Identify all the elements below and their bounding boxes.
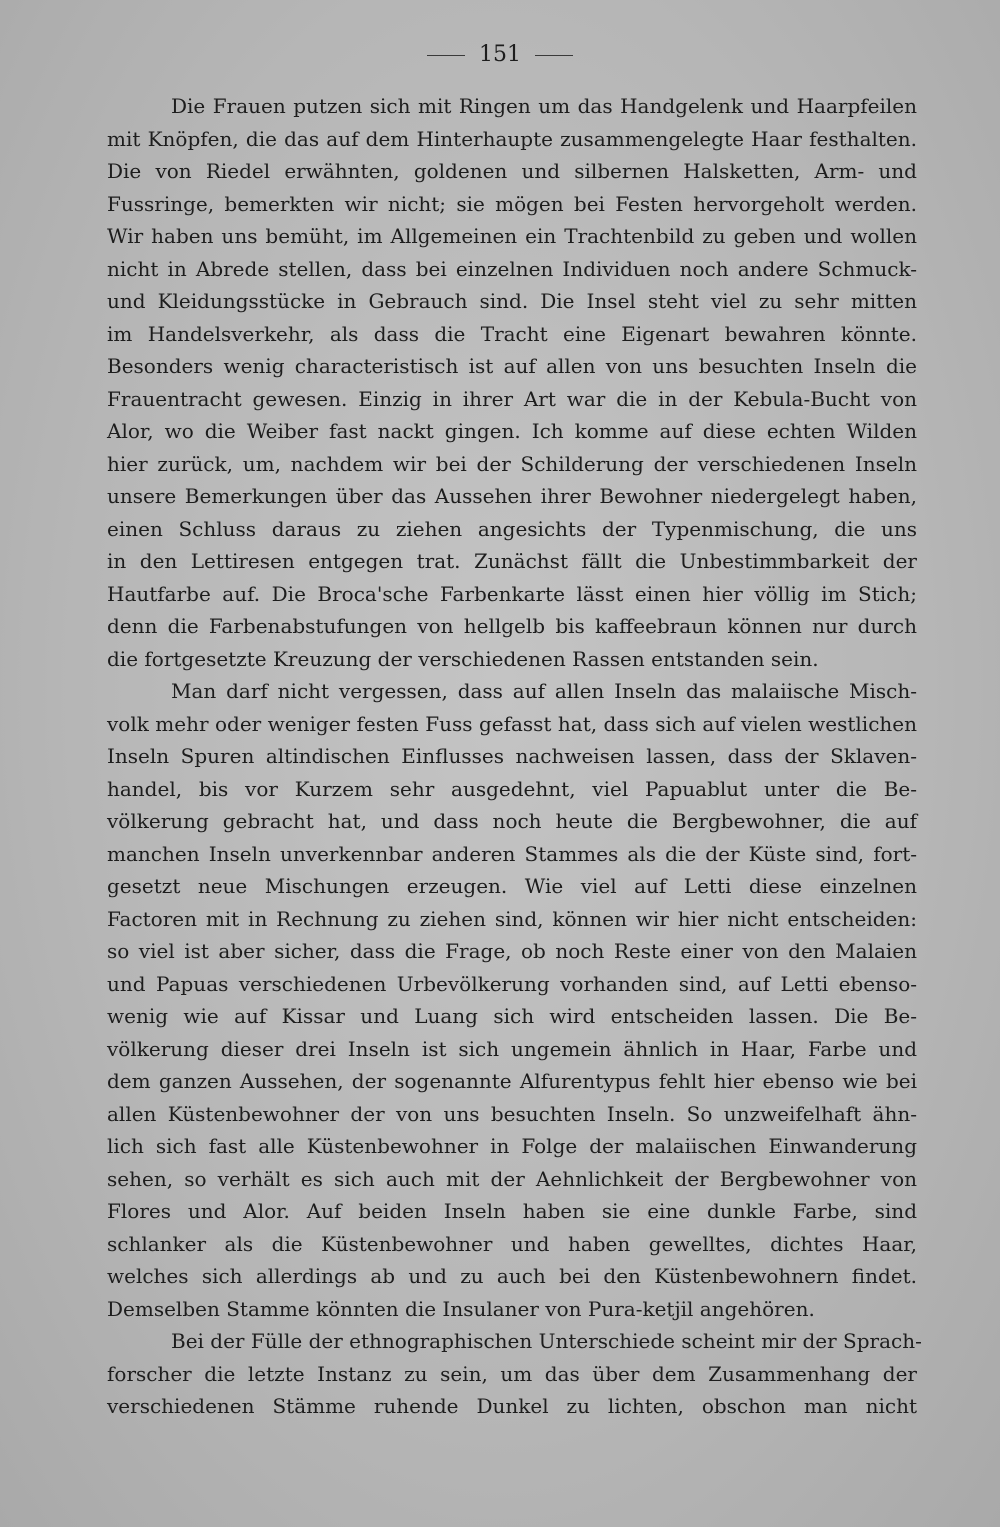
- text-line: Hautfarbe auf. Die Broca'sche Farbenkarte lässt einen hier völlig im Stich;: [107, 581, 917, 606]
- text-line: denn die Farbenabstufungen von hellgelb bis kaffeebraun können nur durch: [107, 614, 917, 638]
- text-line: Die Frauen putzen sich mit Ringen um das Handgelenk und Haarpfeilen: [171, 94, 917, 118]
- left-rule: [427, 55, 465, 56]
- text-line: Bei der Fülle der ethnographischen Unterschiede scheint mir der Sprach-: [171, 1329, 922, 1353]
- paragraph: [107, 675, 917, 1325]
- text-line: die fortgesetzte Kreuzung der verschiedenen Rassen entstanden sein.: [107, 646, 819, 671]
- text-line: und Kleidungsstücke in Gebrauch sind. Die Insel steht viel zu sehr mitten: [107, 289, 917, 313]
- text-line: verschiedenen Stämme ruhende Dunkel zu lichten, obschon man nicht: [107, 1394, 917, 1418]
- page-number: 151: [479, 42, 521, 67]
- paragraph: [107, 1325, 922, 1423]
- text-line: allen Küstenbewohner der von uns besuchten Inseln. So unzweifelhaft ähn-: [107, 1101, 917, 1126]
- body-text: [107, 90, 922, 1423]
- text-line: manchen Inseln unverkennbar anderen Stammes als die der Küste sind, fort-: [107, 841, 917, 866]
- text-line: im Handelsverkehr, als dass die Tracht eine Eigenart bewahren könnte.: [107, 321, 917, 346]
- text-line: Wir haben uns bemüht, im Allgemeinen ein Trachtenbild zu geben und wollen: [107, 224, 917, 248]
- text-line: nicht in Abrede stellen, dass bei einzelnen Individuen noch andere Schmuck-: [107, 256, 917, 281]
- text-line: schlanker als die Küstenbewohner und haben gewelltes, dichtes Haar,: [107, 1231, 917, 1256]
- text-line: so viel ist aber sicher, dass die Frage, ob noch Reste einer von den Malaien: [107, 939, 917, 963]
- text-line: und Papuas verschiedenen Urbevölkerung vorhanden sind, auf Letti ebenso-: [107, 971, 917, 996]
- text-line: Alor, wo die Weiber fast nackt gingen. Ich komme auf diese echten Wilden: [107, 419, 917, 443]
- text-line: sehen, so verhält es sich auch mit der Aehnlichkeit der Bergbewohner von: [107, 1166, 917, 1191]
- text-line: dem ganzen Aussehen, der sogenannte Alfurentypus fehlt hier ebenso wie bei: [107, 1069, 917, 1093]
- text-line: Inseln Spuren altindischen Einflusses nachweisen lassen, dass der Sklaven-: [107, 744, 917, 768]
- text-line: mit Knöpfen, die das auf dem Hinterhaupte zusammengelegte Haar festhalten.: [107, 126, 917, 151]
- text-line: Frauentracht gewesen. Einzig in ihrer Art war die in der Kebula-Bucht von: [107, 386, 917, 411]
- text-line: gesetzt neue Mischungen erzeugen. Wie viel auf Letti diese einzelnen: [107, 874, 917, 898]
- paragraph: [107, 90, 917, 675]
- text-line: unsere Bemerkungen über das Aussehen ihrer Bewohner niedergelegt haben,: [107, 484, 917, 508]
- text-line: welches sich allerdings ab und zu auch bei den Küstenbewohnern findet.: [107, 1264, 917, 1288]
- text-line: Die von Riedel erwähnten, goldenen und silbernen Halsketten, Arm- und: [107, 159, 917, 183]
- text-line: wenig wie auf Kissar und Luang sich wird entscheiden lassen. Die Be-: [107, 1004, 917, 1028]
- text-line: Demselben Stamme könnten die Insulaner von Pura-ketjil angehören.: [107, 1296, 815, 1321]
- text-line: lich sich fast alle Küstenbewohner in Folge der malaiischen Einwanderung: [107, 1134, 917, 1158]
- right-rule: [535, 55, 573, 56]
- text-line: völkerung gebracht hat, und dass noch heute die Bergbewohner, die auf: [107, 809, 917, 833]
- text-line: völkerung dieser drei Inseln ist sich ungemein ähnlich in Haar, Farbe und: [107, 1036, 917, 1061]
- text-line: Factoren mit in Rechnung zu ziehen sind, können wir hier nicht entscheiden:: [107, 906, 917, 931]
- text-line: Flores und Alor. Auf beiden Inseln haben sie eine dunkle Farbe, sind: [107, 1199, 917, 1223]
- page-number-header: [0, 40, 1000, 70]
- text-line: forscher die letzte Instanz zu sein, um das über dem Zusammenhang der: [107, 1361, 917, 1386]
- text-line: handel, bis vor Kurzem sehr ausgedehnt, viel Papuablut unter die Be-: [107, 776, 917, 801]
- text-line: in den Lettiresen entgegen trat. Zunächst fällt die Unbestimmbarkeit der: [107, 549, 917, 573]
- text-line: hier zurück, um, nachdem wir bei der Schilderung der verschiedenen Inseln: [107, 451, 917, 476]
- text-line: Fussringe, bemerkten wir nicht; sie mögen bei Festen hervorgeholt werden.: [107, 191, 917, 216]
- text-line: Man darf nicht vergessen, dass auf allen Inseln das malaiische Misch-: [171, 679, 917, 703]
- text-line: volk mehr oder weniger festen Fuss gefasst hat, dass sich auf vielen westlichen: [107, 711, 917, 736]
- text-line: Besonders wenig characteristisch ist auf allen von uns besuchten Inseln die: [107, 354, 917, 378]
- text-line: einen Schluss daraus zu ziehen angesichts der Typenmischung, die uns: [107, 516, 917, 541]
